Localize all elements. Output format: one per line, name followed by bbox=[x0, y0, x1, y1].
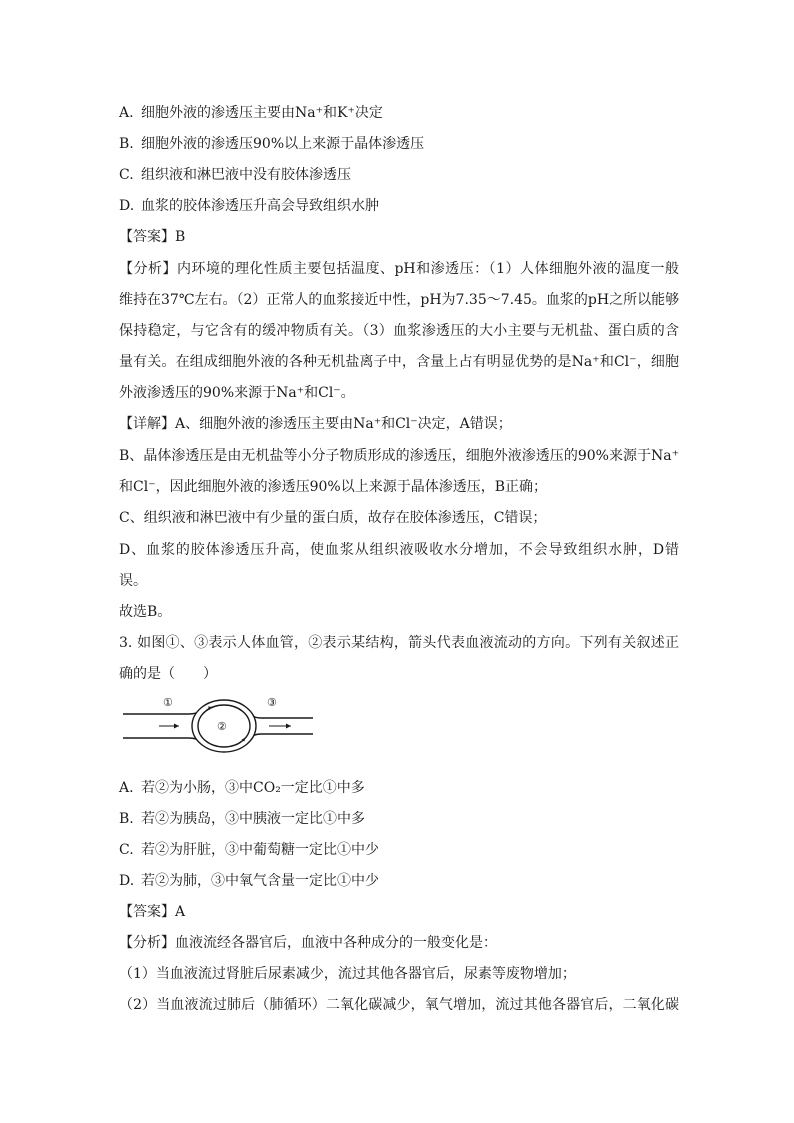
q2-detail-line-5: D、血浆的胶体渗透压升高，使血浆从组织液吸收水分增加，不会导致组织水肿，D错 bbox=[119, 542, 679, 558]
q3-option-c bbox=[119, 840, 679, 860]
q2-option-a bbox=[119, 103, 679, 123]
vessel-1-top-wall bbox=[123, 710, 201, 714]
option-letter: B. bbox=[119, 811, 134, 827]
q3-option-d bbox=[119, 871, 679, 891]
q2-option-d bbox=[119, 196, 679, 216]
q2-option-c bbox=[119, 165, 679, 185]
flow-arrow-out-icon bbox=[269, 724, 291, 729]
label-vessel-3: ③ bbox=[267, 696, 277, 709]
q2-analysis-line-3: 保持稳定，与它含有的缓冲物质有关。（3）血浆渗透压的大小主要与无机盐、蛋白质的含 bbox=[119, 323, 679, 339]
q2-answer bbox=[119, 227, 679, 247]
option-text: 若②为肺，③中氧气含量一定比①中少 bbox=[141, 873, 379, 889]
detail-tag: 【详解】 bbox=[119, 416, 175, 432]
option-letter: C. bbox=[119, 167, 134, 183]
vessel-3-bottom-wall bbox=[247, 734, 313, 742]
label-structure-2: ② bbox=[217, 720, 227, 733]
q2-option-b bbox=[119, 134, 679, 154]
option-text: 若②为胰岛，③中胰液一定比①中多 bbox=[141, 811, 365, 827]
option-text: 细胞外液的渗透压主要由Na⁺和K⁺决定 bbox=[141, 105, 383, 121]
option-text: 若②为肝脏，③中葡萄糖一定比①中少 bbox=[141, 842, 379, 858]
q3-analysis-line-2: （1）当血液流过肾脏后尿素减少，流过其他各器官后，尿素等废物增加； bbox=[119, 966, 576, 982]
option-letter: D. bbox=[119, 873, 135, 889]
q2-detail-line-6: 误。 bbox=[119, 573, 147, 589]
q3-option-b bbox=[119, 809, 679, 829]
vessel-1-bottom-wall bbox=[123, 738, 201, 742]
option-text: 若②为小肠，③中CO₂一定比①中多 bbox=[141, 780, 365, 796]
q3-option-a bbox=[119, 778, 679, 798]
q2-analysis-line-4: 量有关。在组成细胞外液的各种无机盐离子中，含量上占有明显优势的是Na⁺和Cl⁻，细胞 bbox=[119, 354, 679, 370]
answer-tag: 【答案】 bbox=[119, 229, 175, 245]
detail-text: A、细胞外液的渗透压主要由Na⁺和Cl⁻决定，A错误； bbox=[175, 416, 512, 432]
q2-detail-line-1 bbox=[119, 414, 679, 434]
answer-tag: 【答案】 bbox=[119, 904, 175, 920]
option-text: 血浆的胶体渗透压升高会导致组织水肿 bbox=[141, 198, 379, 214]
answer-value: A bbox=[175, 904, 186, 920]
option-letter: A. bbox=[119, 780, 134, 796]
answer-value: B bbox=[175, 229, 186, 245]
option-text: 细胞外液的渗透压90%以上来源于晶体渗透压 bbox=[141, 136, 425, 152]
q3-answer bbox=[119, 902, 679, 922]
blood-vessel-diagram bbox=[119, 690, 319, 754]
q2-analysis-line-1 bbox=[119, 259, 679, 279]
option-letter: A. bbox=[119, 105, 134, 121]
analysis-tag: 【分析】 bbox=[119, 935, 175, 951]
analysis-text: 血液流经各器官后，血液中各种成分的一般变化是： bbox=[175, 935, 497, 951]
q2-detail-line-7: 故选B。 bbox=[119, 604, 172, 620]
flow-arrow-in-icon bbox=[159, 724, 179, 729]
q3-analysis-line-3: （2）当血液流过肺后（肺循环）二氧化碳减少，氧气增加，流过其他各器官后，二氧化碳 bbox=[119, 997, 679, 1013]
option-letter: B. bbox=[119, 136, 134, 152]
q3-stem-line-1: 3. 如图①、③表示人体血管，②表示某结构，箭头代表血液流动的方向。下列有关叙述正 bbox=[119, 635, 679, 651]
option-letter: C. bbox=[119, 842, 134, 858]
option-letter: D. bbox=[119, 198, 135, 214]
analysis-text: 内环境的理化性质主要包括温度、pH和渗透压：（1）人体细胞外液的温度一般 bbox=[177, 261, 680, 277]
q2-analysis-line-5: 外液渗透压的90%来源于Na⁺和Cl⁻。 bbox=[119, 385, 355, 401]
analysis-tag: 【分析】 bbox=[119, 261, 177, 277]
vessel-3-top-wall bbox=[247, 710, 313, 718]
q2-analysis-line-2: 维持在37℃左右。（2）正常人的血浆接近中性，pH为7.35～7.45。血浆的pH之所以能够 bbox=[119, 292, 680, 308]
label-vessel-1: ① bbox=[163, 696, 173, 709]
q2-detail-line-3: 和Cl⁻，因此细胞外液的渗透压90%以上来源于晶体渗透压，B正确； bbox=[119, 479, 547, 495]
q2-detail-line-4: C、组织液和淋巴液中有少量的蛋白质，故存在胶体渗透压，C错误； bbox=[119, 510, 547, 526]
option-text: 组织液和淋巴液中没有胶体渗透压 bbox=[141, 167, 351, 183]
q3-stem-line-2: 确的是（ ） bbox=[119, 666, 217, 682]
q2-detail-line-2: B、晶体渗透压是由无机盐等小分子物质形成的渗透压，细胞外液渗透压的90%来源于Na⁺ bbox=[119, 448, 679, 464]
q3-analysis-line-1 bbox=[119, 933, 679, 953]
